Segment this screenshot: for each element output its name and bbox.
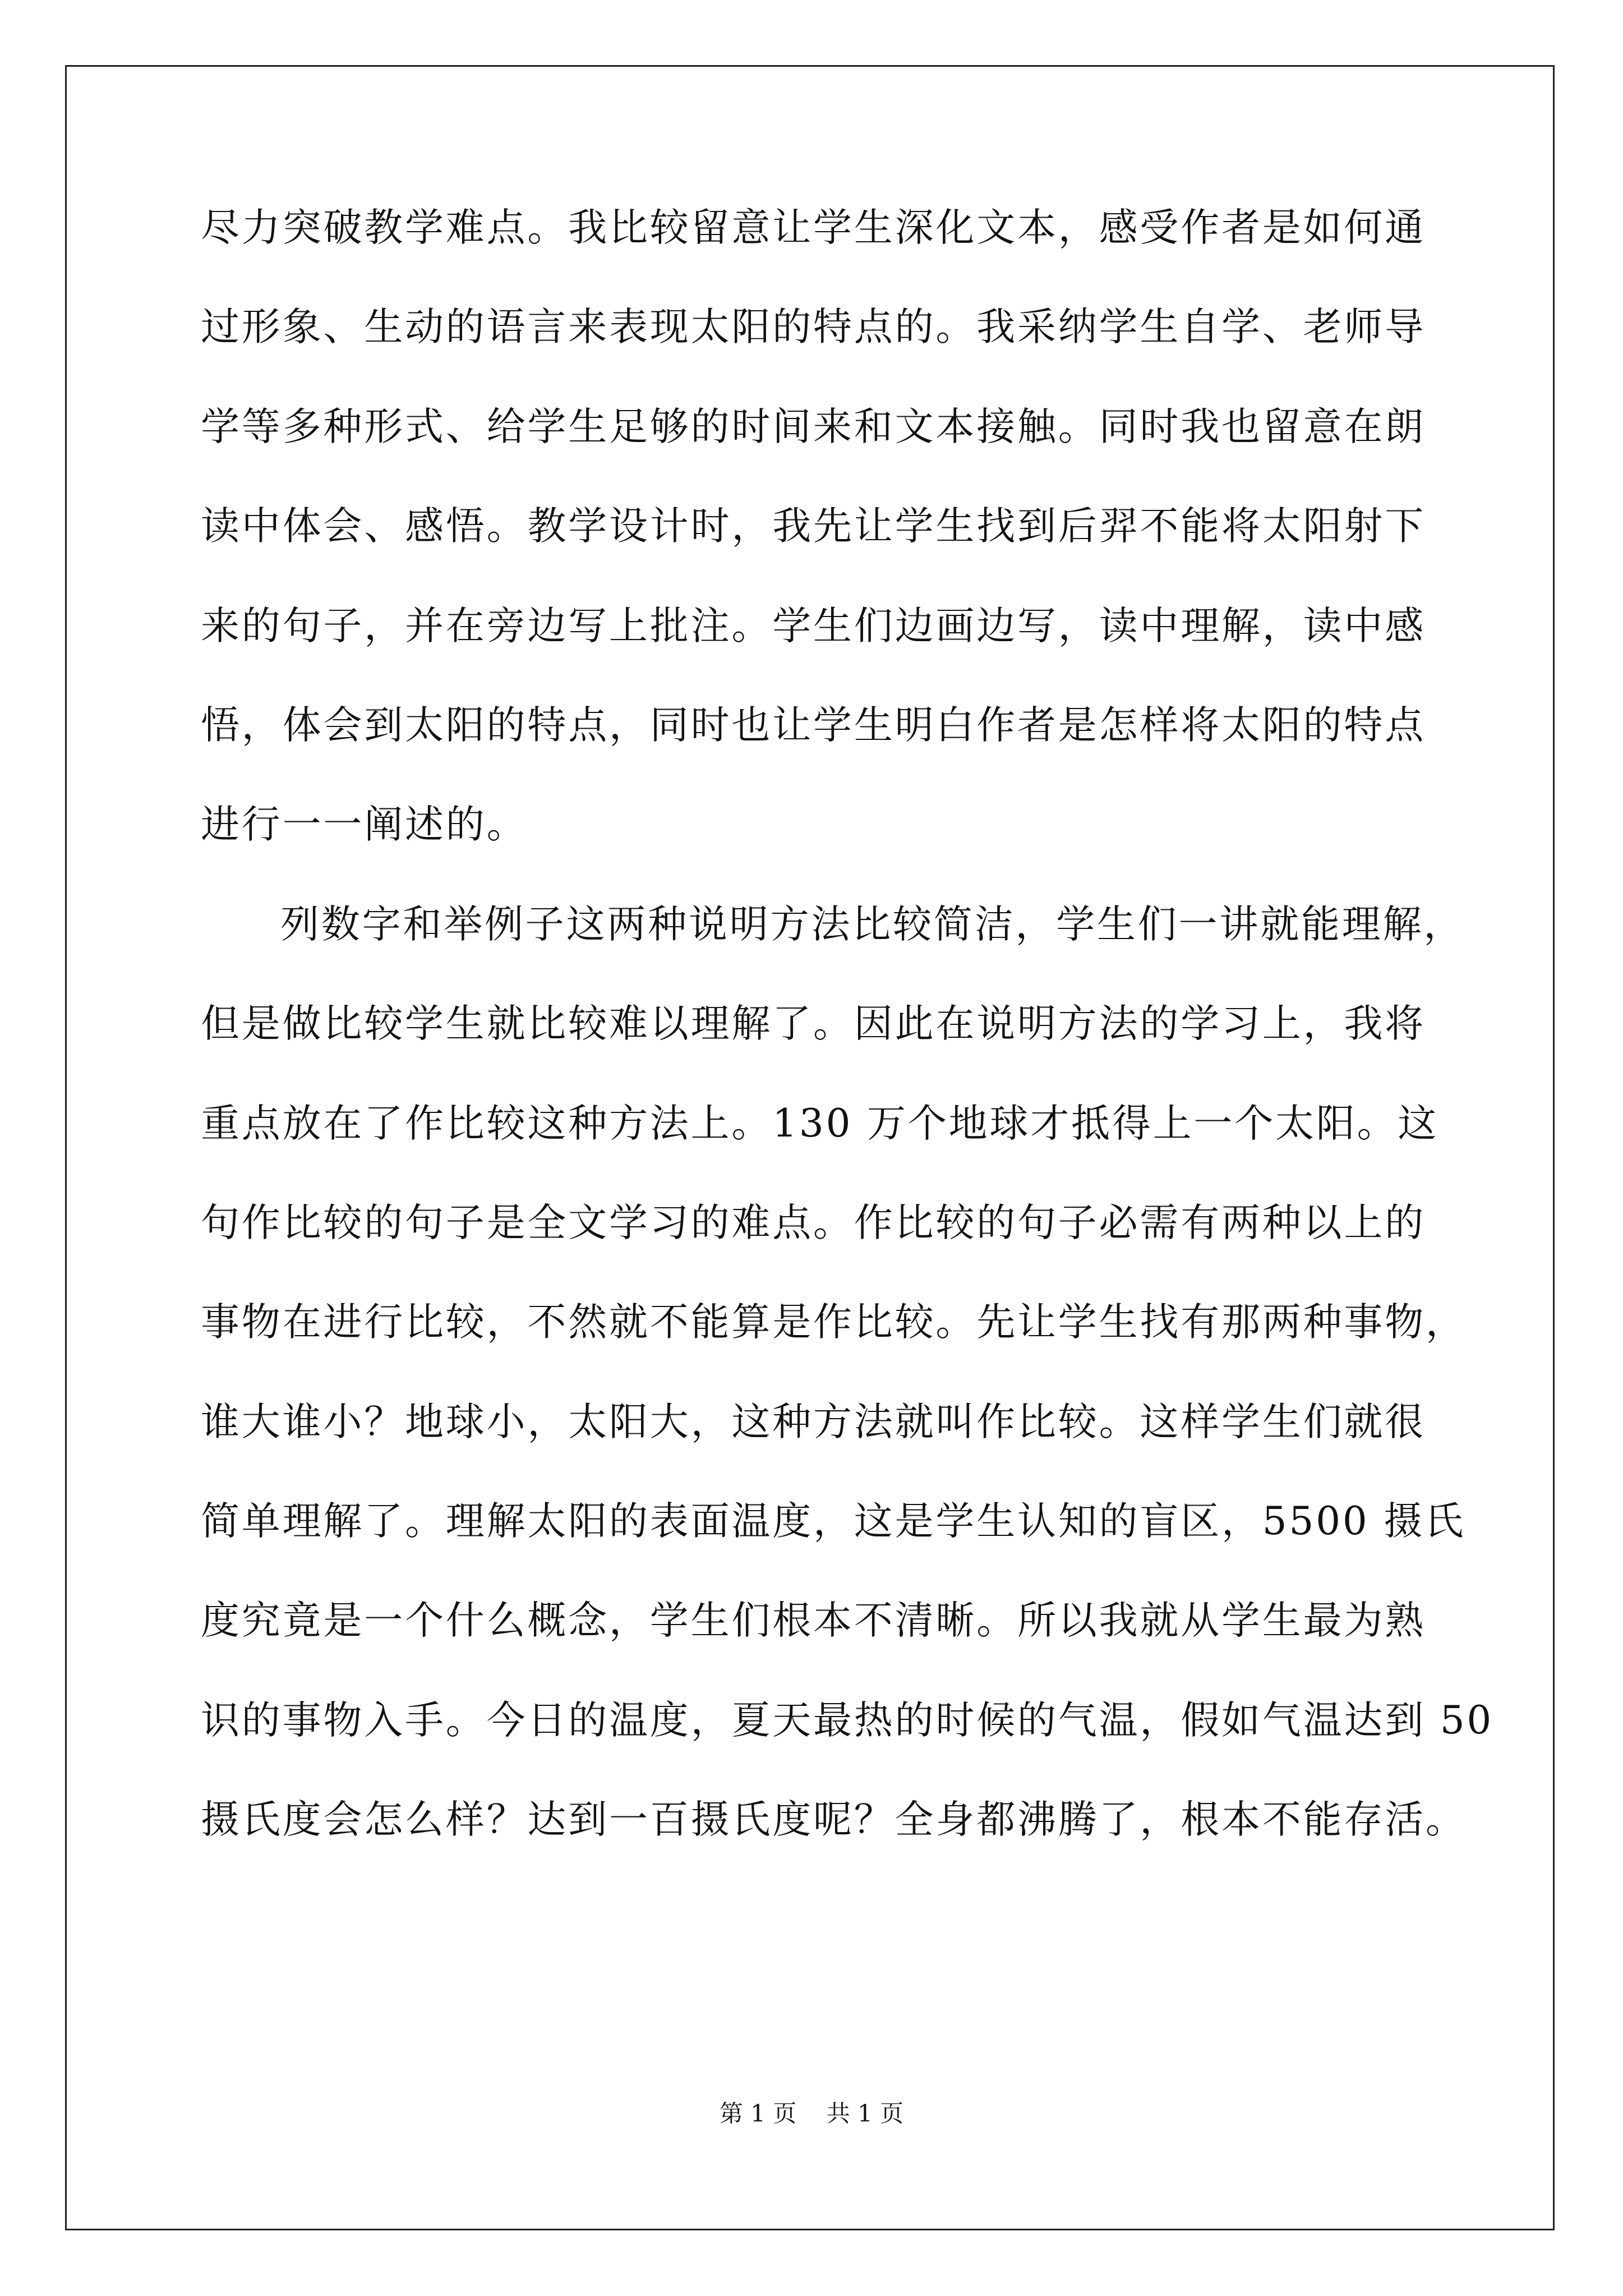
text-line: 摄氏度会怎么样？达到一百摄氏度呢？全身都沸腾了，根本不能存活。 — [201, 1797, 1467, 1843]
page-number: 第 1 页 — [719, 2100, 797, 2127]
paragraph-start-line: 列数字和举例子这两种说明方法比较简洁，学生们一讲就能理解， — [280, 901, 1465, 947]
text-line: 重点放在了作比较这种方法上。130 万个地球才抵得上一个太阳。这 — [201, 1101, 1439, 1146]
text-line: 学等多种形式、给学生足够的时间来和文本接触。同时我也留意在朗 — [201, 404, 1426, 449]
text-line: 来的句子，并在旁边写上批注。学生们边画边写，读中理解，读中感 — [201, 603, 1426, 648]
text-line: 读中体会、感悟。教学设计时，我先让学生找到后羿不能将太阳射下 — [201, 504, 1426, 549]
page-total: 共 1 页 — [826, 2100, 904, 2127]
text-line: 过形象、生动的语言来表现太阳的特点的。我采纳学生自学、老师导 — [201, 305, 1426, 350]
document-body — [201, 205, 1494, 1897]
text-line: 简单理解了。理解太阳的表面温度，这是学生认知的盲区，5500 摄氏 — [201, 1499, 1465, 1544]
text-line: 进行一一阐述的。 — [201, 802, 528, 848]
text-line: 悟，体会到太阳的特点，同时也让学生明白作者是怎样将太阳的特点 — [201, 702, 1426, 748]
text-line: 谁大谁小？地球小，太阳大，这种方法就叫作比较。这样学生们就很 — [201, 1399, 1426, 1444]
text-line: 事物在进行比较，不然就不能算是作比较。先让学生找有那两种事物， — [201, 1300, 1467, 1345]
text-line: 句作比较的句子是全文学习的难点。作比较的句子必需有两种以上的 — [201, 1200, 1426, 1245]
text-line: 但是做比较学生就比较难以理解了。因此在说明方法的学习上，我将 — [201, 1001, 1426, 1047]
text-line: 度究竟是一个什么概念，学生们根本不清晰。所以我就从学生最为熟 — [201, 1598, 1426, 1644]
text-line: 尽力突破教学难点。我比较留意让学生深化文本，感受作者是如何通 — [201, 205, 1426, 250]
page-footer — [0, 2095, 1623, 2129]
text-line: 识的事物入手。今日的温度，夏天最热的时候的气温，假如气温达到 50 — [201, 1697, 1494, 1743]
